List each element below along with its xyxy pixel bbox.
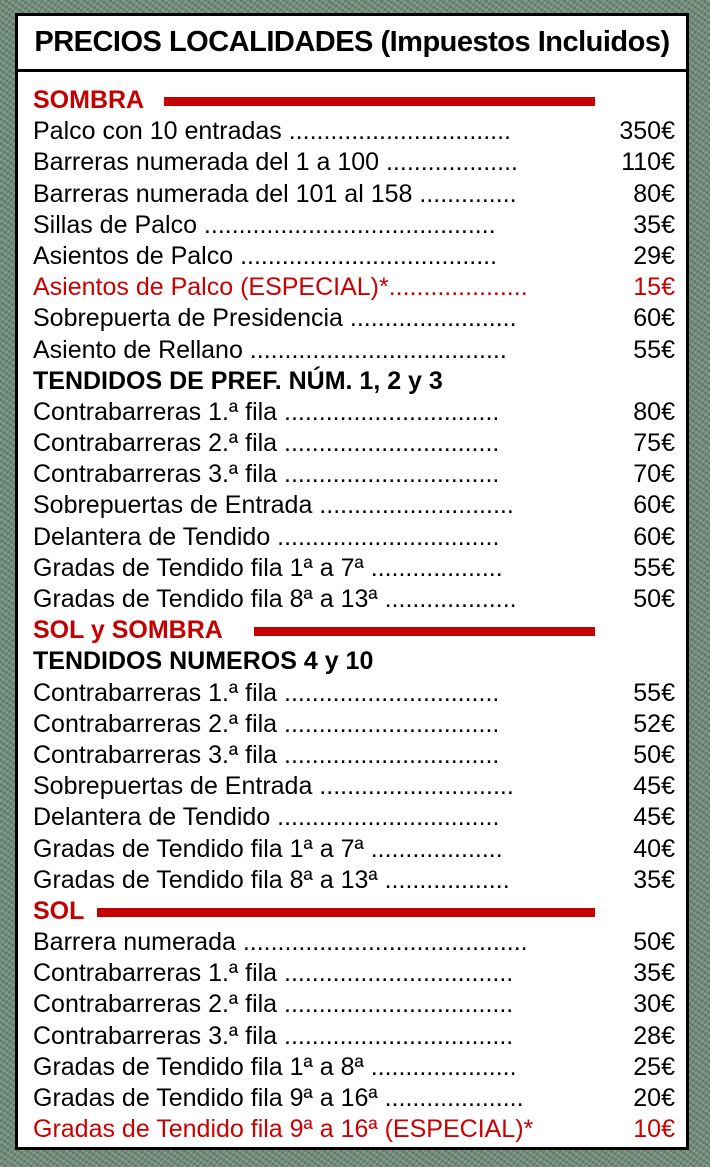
seat-price: 50€ [633, 585, 675, 613]
price-row [18, 459, 686, 490]
price-row [18, 771, 686, 802]
price-sheet [15, 13, 689, 1150]
seat-label: Sobrepuertas de Entrada ............................ [33, 772, 514, 801]
seat-label: Gradas de Tendido fila 8ª a 13ª ................... [33, 585, 517, 613]
seat-price: 60€ [633, 522, 675, 551]
seat-price: 29€ [633, 241, 675, 270]
seat-label: Gradas de Tendido fila 1ª a 8ª ..................... [33, 1052, 517, 1081]
price-row [18, 1083, 686, 1114]
price-row [18, 522, 686, 553]
subheading-label: TENDIDOS DE PREF. NÚM. 1, 2 y 3 [33, 366, 443, 395]
seat-price: 55€ [633, 335, 675, 364]
price-row [18, 927, 686, 958]
seat-label: Barreras numerada del 101 al 158 .............. [33, 179, 517, 208]
seat-label: Contrabarreras 2.ª fila ................................. [33, 990, 514, 1019]
price-row [18, 802, 686, 833]
seat-label: Contrabarreras 1.ª fila ................................. [33, 959, 514, 988]
section-divider-bar [164, 97, 595, 106]
seat-label: Gradas de Tendido fila 9ª a 16ª (ESPECIAL)* [33, 1115, 534, 1144]
seat-label: Delantera de Tendido ................................ [33, 522, 500, 551]
seat-price: 28€ [633, 1021, 675, 1050]
seat-price: 80€ [633, 397, 675, 426]
section-heading-sol [18, 896, 686, 927]
seat-label: Contrabarreras 1.ª fila ............................... [33, 678, 500, 707]
price-row-special [18, 272, 686, 303]
price-row [18, 428, 686, 459]
seat-price: 10€ [633, 1115, 675, 1144]
seat-price: 55€ [633, 553, 675, 582]
seat-label: Contrabarreras 3.ª fila ............................... [33, 460, 500, 489]
price-row [18, 834, 686, 865]
seat-price: 25€ [633, 1052, 675, 1081]
seat-price: 20€ [633, 1084, 675, 1112]
price-row [18, 210, 686, 241]
seat-label: Gradas de Tendido fila 9ª a 16ª .................... [33, 1084, 524, 1112]
price-row [18, 335, 686, 366]
seat-label: Contrabarreras 3.ª fila ............................... [33, 740, 500, 769]
price-row [18, 490, 686, 521]
seat-price: 35€ [633, 210, 675, 239]
section-divider-bar [97, 908, 595, 917]
seat-price: 35€ [633, 959, 675, 988]
seat-price: 15€ [633, 273, 675, 302]
seat-price: 75€ [633, 429, 675, 458]
seat-price: 35€ [633, 865, 675, 894]
section-heading-label: SOMBRA [33, 86, 145, 114]
seat-price: 50€ [633, 928, 675, 957]
subheading-tendidos-pref [18, 366, 686, 397]
seat-price: 80€ [633, 179, 675, 208]
seat-label: Gradas de Tendido fila 8ª a 13ª .................. [33, 865, 510, 894]
seat-price: 350€ [619, 117, 675, 146]
price-row-special [18, 1114, 686, 1145]
price-row [18, 709, 686, 740]
price-row [18, 303, 686, 334]
seat-label: Contrabarreras 3.ª fila ................................. [33, 1021, 514, 1050]
section-heading-label: SOL [33, 896, 85, 925]
price-row [18, 116, 686, 147]
section-heading-sombra [18, 85, 686, 116]
price-row [18, 1052, 686, 1083]
seat-price: 60€ [633, 304, 675, 333]
price-row [18, 397, 686, 428]
seat-price: 110€ [621, 148, 675, 177]
price-row [18, 179, 686, 210]
section-heading-sol-y-sombra [18, 615, 686, 646]
seat-label: Asientos de Palco ..................................... [33, 241, 498, 270]
price-row [18, 740, 686, 771]
price-row [18, 865, 686, 896]
seat-label: Gradas de Tendido fila 1ª a 7ª ................... [33, 553, 503, 582]
seat-price: 45€ [633, 772, 675, 801]
section-heading-label: SOL y SOMBRA [33, 616, 223, 645]
seat-price: 45€ [633, 803, 675, 832]
subheading-tendidos-4-10 [18, 646, 686, 677]
price-row [18, 553, 686, 584]
seat-label: Sobrepuertas de Entrada ............................ [33, 491, 514, 520]
seat-price: 55€ [633, 678, 675, 707]
price-row [18, 989, 686, 1020]
seat-label: Contrabarreras 1.ª fila ............................... [33, 397, 500, 426]
seat-label: Palco con 10 entradas ................................ [33, 117, 511, 146]
seat-price: 52€ [633, 709, 675, 738]
seat-label: Asientos de Palco (ESPECIAL)*.................... [33, 273, 528, 302]
seat-label: Sobrepuerta de Presidencia ........................ [33, 304, 517, 333]
price-row [18, 241, 686, 272]
price-row [18, 147, 686, 178]
subheading-label: TENDIDOS NUMEROS 4 y 10 [33, 647, 374, 676]
page-title: PRECIOS LOCALIDADES (Impuestos Incluidos) [18, 16, 686, 72]
seat-label: Barrera numerada ......................................... [33, 928, 528, 957]
seat-label: Sillas de Palco .......................................... [33, 210, 496, 239]
seat-label: Delantera de Tendido ................................ [33, 803, 500, 832]
price-row [18, 958, 686, 989]
seat-label: Contrabarreras 2.ª fila ............................... [33, 429, 500, 458]
section-divider-bar [254, 627, 595, 636]
seat-price: 60€ [633, 491, 675, 520]
seat-price: 40€ [633, 834, 675, 863]
seat-label: Barreras numerada del 1 a 100 ................... [33, 148, 518, 177]
price-row [18, 1021, 686, 1052]
seat-price: 50€ [633, 740, 675, 769]
seat-label: Contrabarreras 2.ª fila ............................... [33, 709, 500, 738]
price-row [18, 678, 686, 709]
seat-price: 70€ [633, 460, 675, 489]
price-list [18, 85, 686, 1145]
seat-label: Asiento de Rellano ..................................... [33, 335, 507, 364]
price-row [18, 584, 686, 615]
seat-price: 30€ [633, 990, 675, 1019]
seat-label: Gradas de Tendido fila 1ª a 7ª ................... [33, 834, 503, 863]
